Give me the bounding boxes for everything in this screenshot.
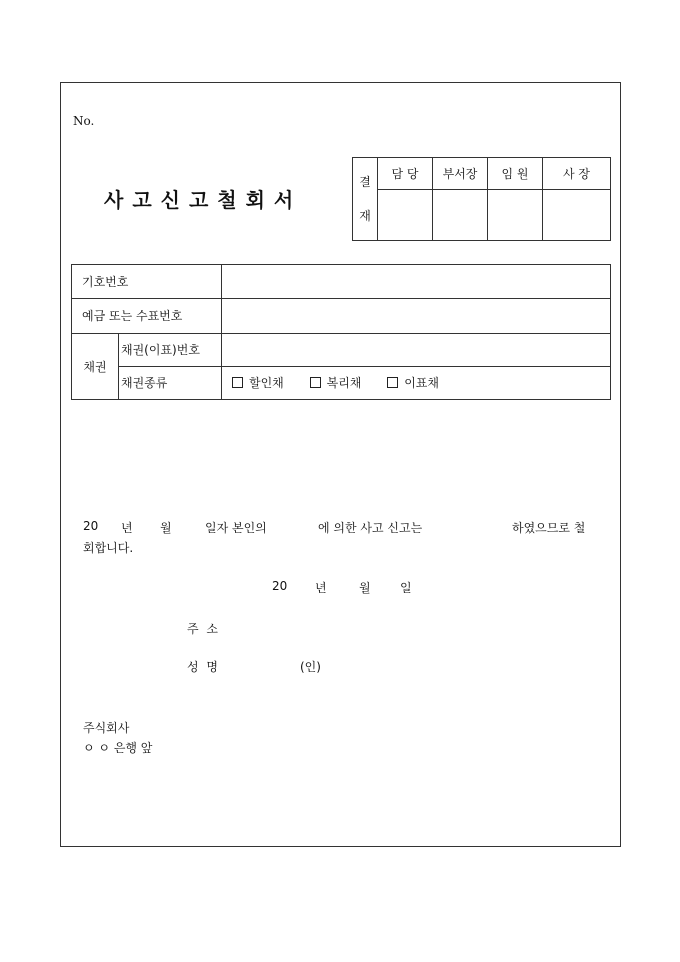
document-title: 사고신고철회서: [104, 188, 303, 212]
code-number-field[interactable]: [222, 265, 611, 299]
coupon-bond-checkbox[interactable]: [387, 377, 398, 388]
approval-header-president: 사 장: [543, 158, 611, 190]
statement-day-self: 일자 본인의: [205, 521, 267, 535]
approval-sign-president[interactable]: [543, 190, 611, 241]
info-table: [71, 264, 611, 400]
statement-year-unit: 년: [121, 521, 133, 535]
bond-coupon-number-label: 채권(이표)번호: [119, 333, 222, 366]
recipient-company: 주식회사: [83, 721, 130, 735]
approval-sign-executive[interactable]: [488, 190, 543, 241]
approval-header-executive: 임 원: [488, 158, 543, 190]
option-compound-bond[interactable]: 복리채: [310, 376, 362, 390]
discount-bond-checkbox[interactable]: [232, 377, 243, 388]
bond-type-options: [222, 366, 611, 399]
approval-sign-manager[interactable]: [433, 190, 488, 241]
statement-accident-report: 에 의한 사고 신고는: [318, 521, 423, 535]
name-label: 성 명: [187, 660, 220, 674]
statement-year: 20: [83, 519, 99, 533]
date-year: 20: [272, 579, 288, 593]
seal-label: (인): [300, 660, 321, 674]
option-discount-bond[interactable]: 할인채: [232, 376, 284, 390]
approval-side-bottom: 재: [359, 209, 371, 223]
date-year-unit: 년: [315, 581, 327, 595]
address-label: 주 소: [187, 622, 220, 636]
approval-side-label: [353, 158, 378, 241]
date-month-unit: 월: [359, 581, 371, 595]
date-day-unit: 일: [400, 581, 412, 595]
bond-group-label: 채권: [72, 333, 119, 400]
bond-type-label: 채권종류: [119, 366, 222, 399]
bond-coupon-number-field[interactable]: [222, 333, 611, 366]
statement-line2: 회합니다.: [83, 541, 134, 555]
document-number-label: No.: [73, 114, 95, 128]
recipient-bank: ㅇ ㅇ 은행 앞: [83, 741, 153, 755]
deposit-check-number-field[interactable]: [222, 299, 611, 333]
deposit-check-number-label: 예금 또는 수표번호: [72, 299, 222, 333]
approval-sign-staff[interactable]: [378, 190, 433, 241]
statement-line1-end: 하였으므로 철: [512, 521, 586, 535]
statement-month-unit: 월: [160, 521, 172, 535]
approval-table: [352, 157, 611, 241]
approval-side-top: 결: [359, 175, 371, 189]
code-number-label: 기호번호: [72, 265, 222, 299]
approval-header-staff: 담 당: [378, 158, 433, 190]
approval-header-manager: 부서장: [433, 158, 488, 190]
option-coupon-bond[interactable]: 이표채: [387, 376, 439, 390]
compound-bond-checkbox[interactable]: [310, 377, 321, 388]
